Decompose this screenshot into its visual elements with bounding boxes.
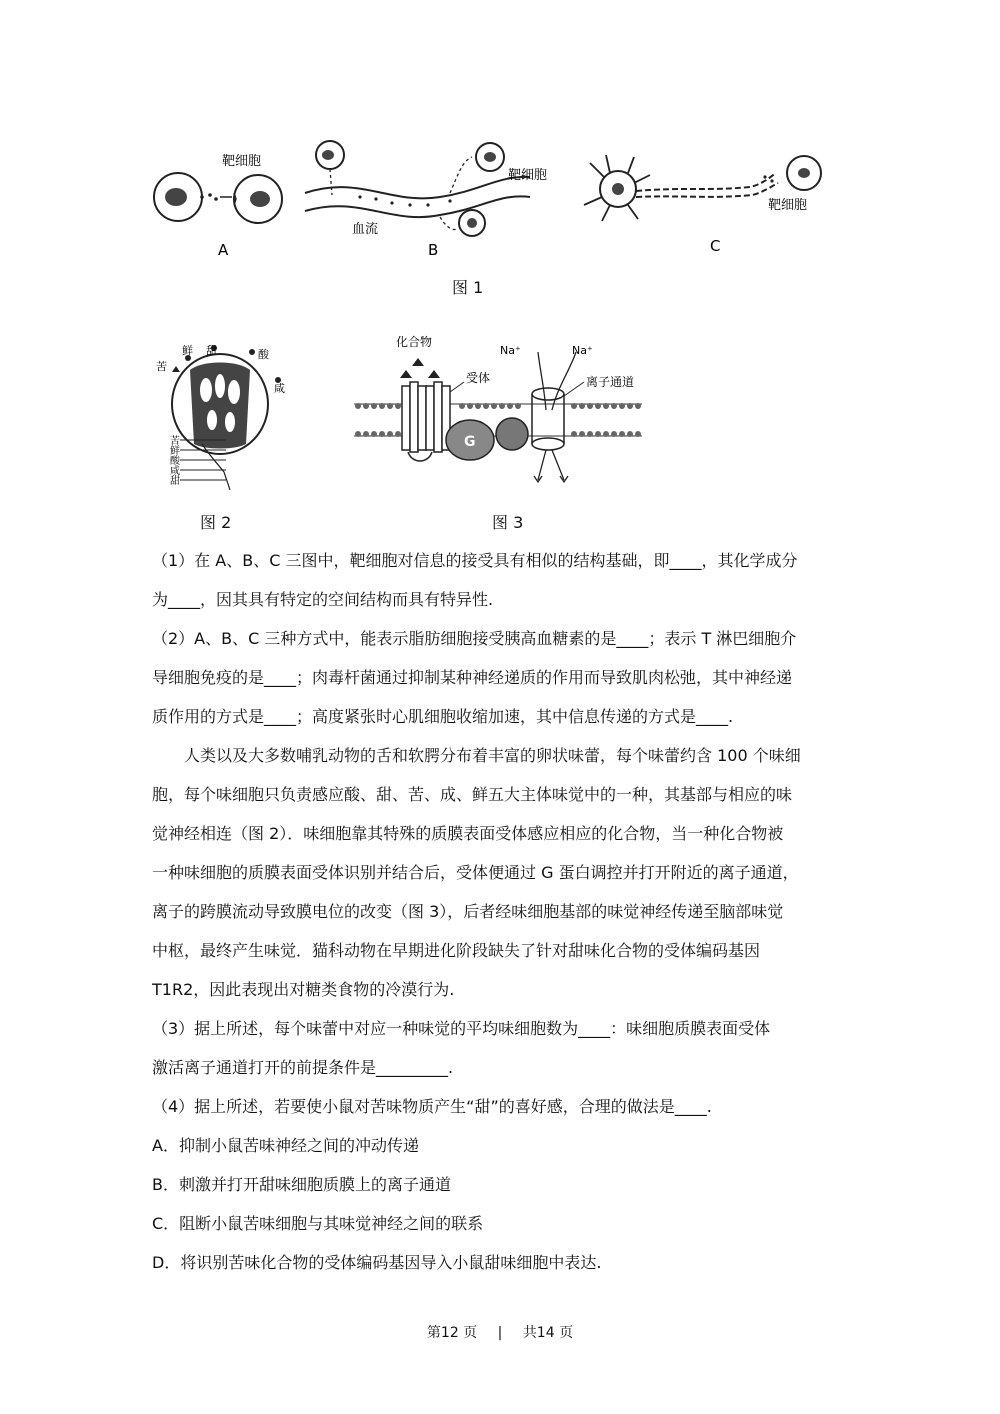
option-d: D．将识别苦味化合物的受体编码基因导入小鼠甜味细胞中表达. (152, 1253, 602, 1272)
panel-a-diagram (154, 153, 282, 259)
taste-label-sweet: 甜 (206, 344, 217, 357)
panel-a-label: A (218, 241, 229, 259)
paragraph-line-6: 中枢，最终产生味觉．猫科动物在早期进化阶段缺失了针对甜味化合物的受体编码基因 (152, 941, 761, 960)
ion-channel-label: 离子通道 (586, 375, 635, 389)
paragraph-line-4: 一种味细胞的质膜表面受体识别并结合后，受体便通过 G 蛋白调控并打开附近的离子通道， (152, 863, 799, 882)
figure-1-drawing (140, 135, 840, 265)
taste-label-bitter: 苦 (156, 360, 167, 373)
panel-b-blood-label: 血流 (352, 222, 379, 237)
total-pages: 共14 页 (522, 1325, 574, 1341)
panel-c-diagram (584, 155, 821, 255)
nerve-label-4: 咸 (170, 466, 180, 477)
q1-line-2: 为____，因其具有特定的空间结构而具有特异性. (152, 590, 494, 609)
current-page: 第12 页 (426, 1325, 478, 1341)
taste-label-sour: 酸 (258, 348, 269, 361)
figure-2-caption: 图 2 (200, 513, 232, 532)
g-protein-label: G (464, 434, 476, 450)
q1-line-1: （1）在 A、B、C 三图中，靶细胞对信息的接受具有相似的结构基础，即____，其化学成分 (152, 551, 798, 570)
option-c: C．阻断小鼠苦味细胞与其味觉神经之间的联系 (152, 1214, 484, 1233)
q4-line-1: （4）据上所述，若要使小鼠对苦味物质产生“甜”的喜好感，合理的做法是____. (152, 1097, 712, 1116)
paragraph-line-2: 胞，每个味细胞只负责感应酸、甜、苦、成、鲜五大主体味觉中的一种，其基部与相应的味 (152, 785, 793, 804)
footer-separator: | (497, 1325, 503, 1341)
figure-3 (352, 330, 652, 495)
receptor-label: 受体 (466, 371, 491, 385)
panel-b-target-label: 靶细胞 (508, 168, 548, 183)
paragraph-line-1: 人类以及大多数哺乳动物的舌和软腭分布着丰富的卵状味蕾，每个味蕾约含 100 个味细 (184, 746, 801, 765)
question-text (152, 541, 868, 1282)
panel-a-target-label: 靶细胞 (222, 154, 262, 169)
nerve-label-3: 酸 (170, 456, 180, 467)
nerve-label-5: 甜 (170, 476, 180, 487)
figure-3-caption: 图 3 (492, 513, 524, 532)
sodium-label-1: Na⁺ (500, 344, 521, 357)
paragraph-line-7: T1R2，因此表现出对糖类食物的冷漠行为. (152, 980, 455, 999)
figure-1-caption: 图 1 (452, 278, 484, 297)
nerve-label-2: 鲜 (170, 446, 180, 457)
paragraph-line-3: 觉神经相连（图 2）．味细胞靠其特殊的质膜表面受体感应相应的化合物，当一种化合物被 (152, 824, 784, 843)
taste-bud-drawing (150, 340, 290, 490)
taste-label-salty: 咸 (274, 382, 285, 395)
figure-2 (150, 340, 290, 490)
membrane-receptor-drawing (352, 330, 652, 495)
sodium-label-2: Na⁺ (572, 344, 593, 357)
q2-line-2: 导细胞免疫的是____；肉毒杆菌通过抑制某种神经递质的作用而导致肌肉松弛，其中神经递 (152, 668, 793, 687)
q3-line-1: （3）据上所述，每个味蕾中对应一种味觉的平均味细胞数为____：味细胞质膜表面受体 (152, 1019, 771, 1038)
option-a: A．抑制小鼠苦味神经之间的冲动传递 (152, 1136, 419, 1155)
nerve-label-1: 苦 (170, 436, 180, 447)
panel-c-target-label: 靶细胞 (768, 198, 808, 213)
page-footer (0, 1322, 1000, 1342)
paragraph-line-5: 离子的跨膜流动导致膜电位的改变（图 3），后者经味细胞基部的味觉神经传递至脑部味觉 (152, 902, 784, 921)
panel-c-label: C (710, 237, 721, 255)
taste-label-umami: 鲜 (182, 344, 193, 357)
q2-line-1: （2）A、B、C 三种方式中，能表示脂肪细胞接受胰高血糖素的是____；表示 T 淋巴细胞介 (152, 629, 797, 648)
q2-line-3: 质作用的方式是____；高度紧张时心肌细胞收缩加速，其中信息传递的方式是____. (152, 707, 734, 726)
compound-label: 化合物 (396, 335, 433, 349)
q3-line-2: 激活离子通道打开的前提条件是_________. (152, 1058, 454, 1077)
panel-b-diagram (305, 141, 547, 259)
panel-b-label: B (428, 241, 439, 259)
figure-1 (140, 135, 840, 265)
option-b: B．刺激并打开甜味细胞质膜上的离子通道 (152, 1175, 451, 1194)
